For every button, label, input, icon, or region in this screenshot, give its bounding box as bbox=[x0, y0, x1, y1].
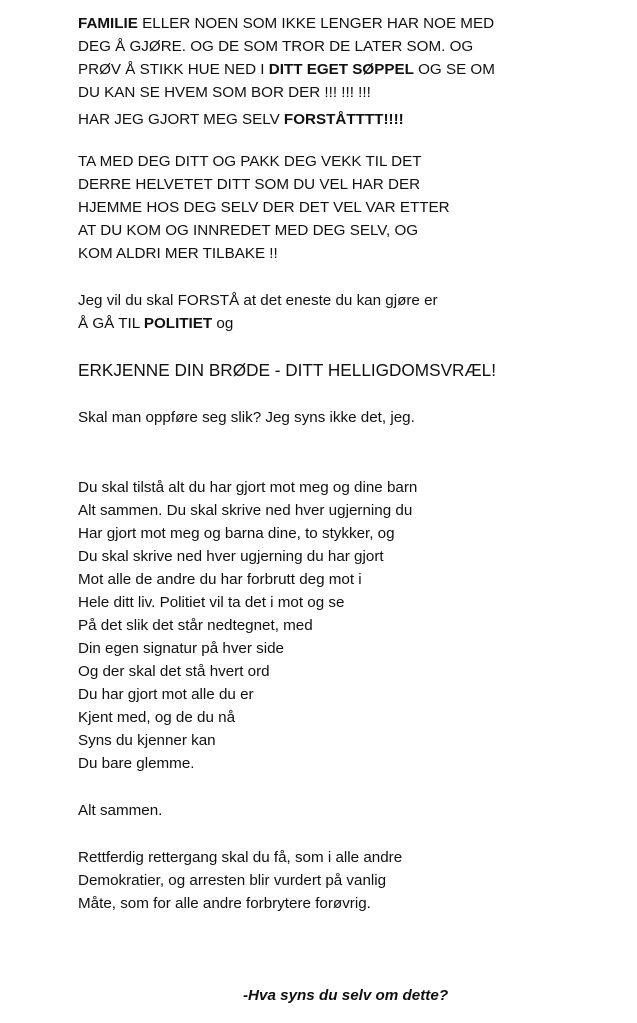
confess-line: Du skal skrive ned hver ugjerning du har gjort bbox=[78, 548, 384, 565]
intro-line-3 bbox=[78, 58, 608, 81]
confess-line: Mot alle de andre du har forbrutt deg mot i bbox=[78, 571, 362, 588]
justice-paragraph bbox=[78, 846, 608, 915]
understand-paragraph bbox=[78, 289, 608, 335]
closing-question: -Hva syns du selv om dette? bbox=[243, 987, 449, 1004]
justice-line: Rettferdig rettergang skal du få, som i alle andre bbox=[78, 849, 403, 866]
intro-line-4: DU KAN SE HVEM SOM BOR DER !!! !!! !!! bbox=[78, 84, 371, 101]
confess-line: Din egen signatur på hver side bbox=[78, 640, 285, 657]
command-line: AT DU KOM OG INNREDET MED DEG SELV, OG bbox=[78, 222, 419, 239]
confess-line: Kjent med, og de du nå bbox=[78, 709, 236, 726]
understand-line-1: Jeg vil du skal FORSTÅ at det eneste du kan gjøre er bbox=[78, 292, 438, 309]
command-line: KOM ALDRI MER TILBAKE !! bbox=[78, 245, 278, 262]
confess-line: Alt sammen. Du skal skrive ned hver ugjerning du bbox=[78, 502, 413, 519]
understand-bold-politiet: POLITIET bbox=[143, 315, 213, 332]
question-bold: FORSTÅTTTT!!!! bbox=[283, 111, 404, 128]
command-paragraph bbox=[78, 150, 608, 265]
understand-line-2-post: og bbox=[212, 315, 234, 332]
justice-line: Måte, som for alle andre forbrytere forøvrig. bbox=[78, 895, 371, 912]
confess-line: Har gjort mot meg og barna dine, to stykker, og bbox=[78, 525, 395, 542]
confess-line: På det slik det står nedtegnet, med bbox=[78, 617, 313, 634]
understand-line-2 bbox=[78, 312, 608, 335]
heading-line: ERKJENNE DIN BRØDE - DITT HELLIGDOMSVRÆL! bbox=[78, 360, 496, 380]
understand-line-2-pre: Å GÅ TIL bbox=[78, 315, 144, 332]
intro-line-3-pre: PRØV Å STIKK HUE NED I bbox=[78, 61, 269, 78]
command-line: DERRE HELVETET DITT SOM DU VEL HAR DER bbox=[78, 176, 421, 193]
intro-bold-familie: FAMILIE bbox=[78, 15, 138, 32]
confess-line: Hele ditt liv. Politiet vil ta det i mot og se bbox=[78, 594, 345, 611]
confess-paragraph bbox=[78, 476, 608, 775]
command-line: TA MED DEG DITT OG PAKK DEG VEKK TIL DET bbox=[78, 153, 422, 170]
confess-line: Du bare glemme. bbox=[78, 755, 195, 772]
confess-line: Og der skal det stå hvert ord bbox=[78, 663, 270, 680]
confess-line: Syns du kjenner kan bbox=[78, 732, 216, 749]
everything-line: Alt sammen. bbox=[78, 802, 163, 819]
intro-line-1 bbox=[78, 12, 608, 35]
intro-paragraph bbox=[78, 12, 608, 104]
intro-bold-soppel: DITT EGET SØPPEL bbox=[268, 61, 414, 78]
intro-line-1-rest: ELLER NOEN SOM IKKE LENGER HAR NOE MED bbox=[137, 15, 495, 32]
confess-line: Du har gjort mot alle du er bbox=[78, 686, 254, 703]
opinion-line: Skal man oppføre seg slik? Jeg syns ikke det, jeg. bbox=[78, 409, 415, 426]
question-line bbox=[78, 108, 608, 131]
justice-line: Demokratier, og arresten blir vurdert på vanlig bbox=[78, 872, 387, 889]
command-line: HJEMME HOS DEG SELV DER DET VEL VAR ETTER bbox=[78, 199, 450, 216]
intro-line-3-post: OG SE OM bbox=[413, 61, 495, 78]
confess-line: Du skal tilstå alt du har gjort mot meg og dine barn bbox=[78, 479, 418, 496]
question-pre: HAR JEG GJORT MEG SELV bbox=[78, 111, 284, 128]
intro-line-2: DEG Å GJØRE. OG DE SOM TROR DE LATER SOM. OG bbox=[78, 38, 474, 55]
